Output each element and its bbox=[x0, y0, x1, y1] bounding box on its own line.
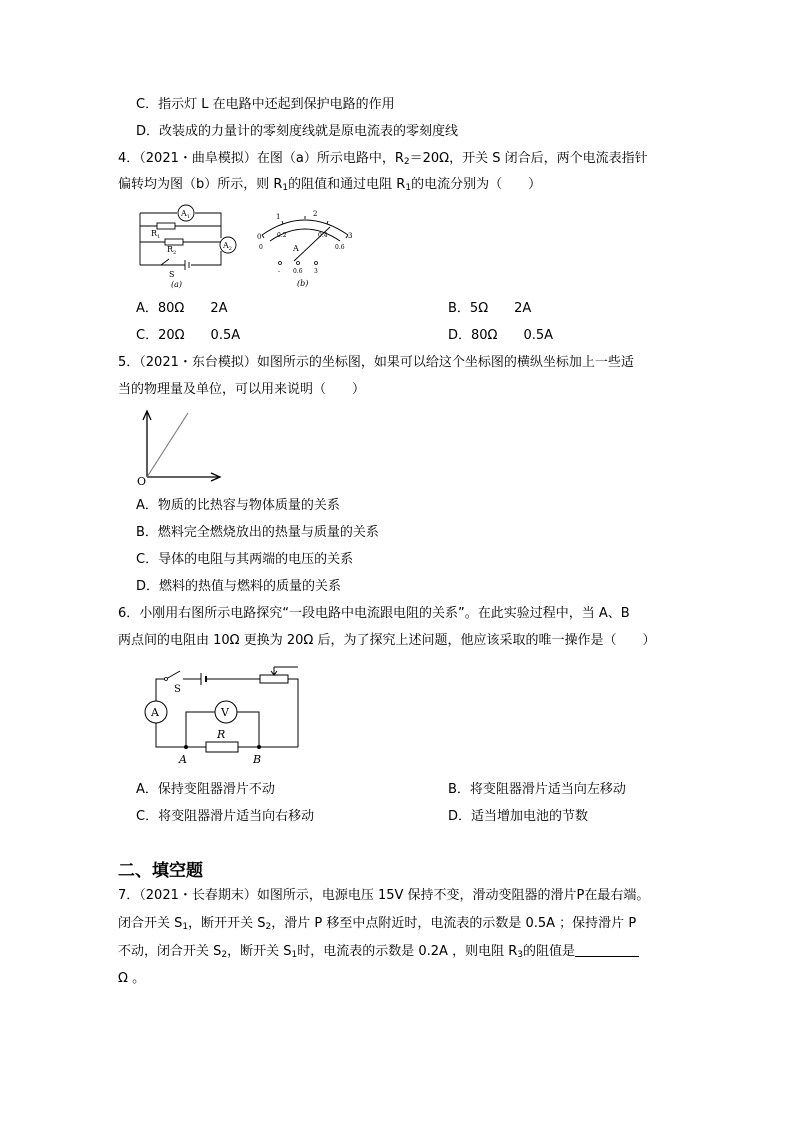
q4-stem-line2: 偏转均为图（b）所示，则 $R_1$的阻值和通过电阻 $R_1$的电流分别为（ ） bbox=[118, 177, 542, 193]
q7-stem-line3: 不动，闭合开关 $S_2$，断开关 $S_1$时，电流表的示数是 0.2A ，则电阻 $R_3$的阻值是 bbox=[118, 943, 639, 961]
q5-option-b: B．燃料完全燃烧放出的热量与质量的关系 bbox=[136, 525, 379, 540]
q6-fig-voltmeter-label: V bbox=[221, 706, 229, 719]
q6-stem-line2: 两点间的电阻由 10Ω 更换为 20Ω 后，为了探究上述问题，他应该采取的唯一操作是（ ） bbox=[118, 633, 656, 648]
q4-fig-b-terminal-3: 3 bbox=[314, 268, 318, 275]
q5-option-c: C．导体的电阻与其两端的电压的关系 bbox=[136, 552, 354, 567]
q4-option-b: B．5Ω 2A bbox=[448, 301, 532, 316]
section-title-fill-in: 二、填空题 bbox=[118, 861, 203, 881]
q6-option-b: B．将变阻器滑片适当向左移动 bbox=[448, 782, 626, 797]
q5-origin-label: O bbox=[137, 475, 147, 488]
q6-figure-circuit bbox=[140, 665, 305, 770]
q6-fig-point-a: A bbox=[179, 753, 187, 766]
q3-option-d: D．改装成的力量计的零刻度线就是原电流表的零刻度线 bbox=[136, 124, 459, 139]
q4-fig-b-tick-lower-2: 0.4 bbox=[318, 232, 328, 239]
q4-fig-b-unit: A bbox=[293, 244, 299, 253]
q5-stem-line2: 当的物理量及单位，可以用来说明（ ） bbox=[118, 382, 366, 397]
q4-stem-line1: 4．（2021・曲阜模拟）在图（a）所示电路中，$R_2=20\Omega$，开关 S 闭合后，两个电流表指针 bbox=[118, 151, 648, 167]
q6-fig-ammeter-label: A bbox=[151, 706, 159, 719]
q4-fig-a-switch-label: S bbox=[169, 270, 175, 279]
q5-coordinate-graph bbox=[130, 405, 230, 490]
q7-stem-line4: Ω 。 bbox=[118, 971, 146, 986]
q5-option-d: D．燃料的热值与燃料的质量的关系 bbox=[136, 579, 342, 594]
q4-figure-a-circuit bbox=[135, 205, 245, 290]
q6-option-d: D．适当增加电池的节数 bbox=[448, 809, 589, 824]
q6-fig-resistor-label: R bbox=[217, 728, 226, 741]
q7-answer-blank[interactable] bbox=[575, 944, 639, 957]
q4-option-d: D．80Ω 0.5A bbox=[448, 328, 554, 343]
q3-option-c: C．指示灯 L 在电路中还起到保护电路的作用 bbox=[136, 97, 395, 112]
q4-fig-b-terminal-neg: - bbox=[278, 268, 281, 275]
q4-fig-b-tick-upper-3: 3 bbox=[348, 232, 353, 240]
q4-fig-a-r1-label: $R_1$ bbox=[151, 229, 161, 240]
q4-fig-a-ammeter2-label: $A_2$ bbox=[223, 241, 232, 252]
q7-stem-line2: 闭合开关 $S_1$，断开开关 $S_2$，滑片 P 移至中点附近时，电流表的示数是 0.5A ；保持滑片 P bbox=[118, 916, 637, 932]
q4-option-c: C．20Ω 0.5A bbox=[136, 328, 241, 343]
q4-fig-b-tick-lower-3: 0.6 bbox=[335, 244, 345, 251]
q4-fig-b-tick-upper-0: 0 bbox=[257, 233, 262, 241]
q4-fig-b-terminal-06: 0.6 bbox=[293, 268, 303, 275]
q7-stem-line1: 7．（2021・长春期末）如图所示，电源电压 15V 保持不变，滑动变阻器的滑片P在最右端。 bbox=[118, 888, 650, 903]
q4-fig-a-r2-label: $R_2$ bbox=[167, 245, 177, 256]
q6-option-c: C．将变阻器滑片适当向右移动 bbox=[136, 809, 315, 824]
q4-fig-a-caption: (a) bbox=[171, 280, 183, 289]
q4-fig-b-tick-lower-0: 0 bbox=[259, 244, 263, 251]
q4-fig-b-tick-upper-1: 1 bbox=[276, 213, 281, 221]
q5-stem-line1: 5．（2021・东台模拟）如图所示的坐标图，如果可以给这个坐标图的横纵坐标加上一些适 bbox=[118, 355, 634, 370]
q6-fig-switch-label: S bbox=[174, 684, 181, 695]
q4-fig-a-ammeter1-label: $A_1$ bbox=[181, 209, 190, 220]
q6-fig-point-b: B bbox=[253, 753, 262, 766]
q6-option-a: A．保持变阻器滑片不动 bbox=[136, 782, 275, 797]
q4-figure-b-dial bbox=[250, 203, 360, 291]
q4-option-a: A．80Ω 2A bbox=[136, 301, 228, 316]
q4-fig-b-tick-lower-1: 0.2 bbox=[277, 232, 287, 239]
q6-stem-line1: 6．小刚用右图所示电路探究“一段电路中电流跟电阻的关系”。在此实验过程中，当 A、B bbox=[118, 606, 630, 621]
q4-fig-b-caption: (b) bbox=[297, 279, 309, 288]
q4-fig-b-tick-upper-2: 2 bbox=[313, 210, 318, 218]
q5-option-a: A．物质的比热容与物体质量的关系 bbox=[136, 498, 340, 513]
